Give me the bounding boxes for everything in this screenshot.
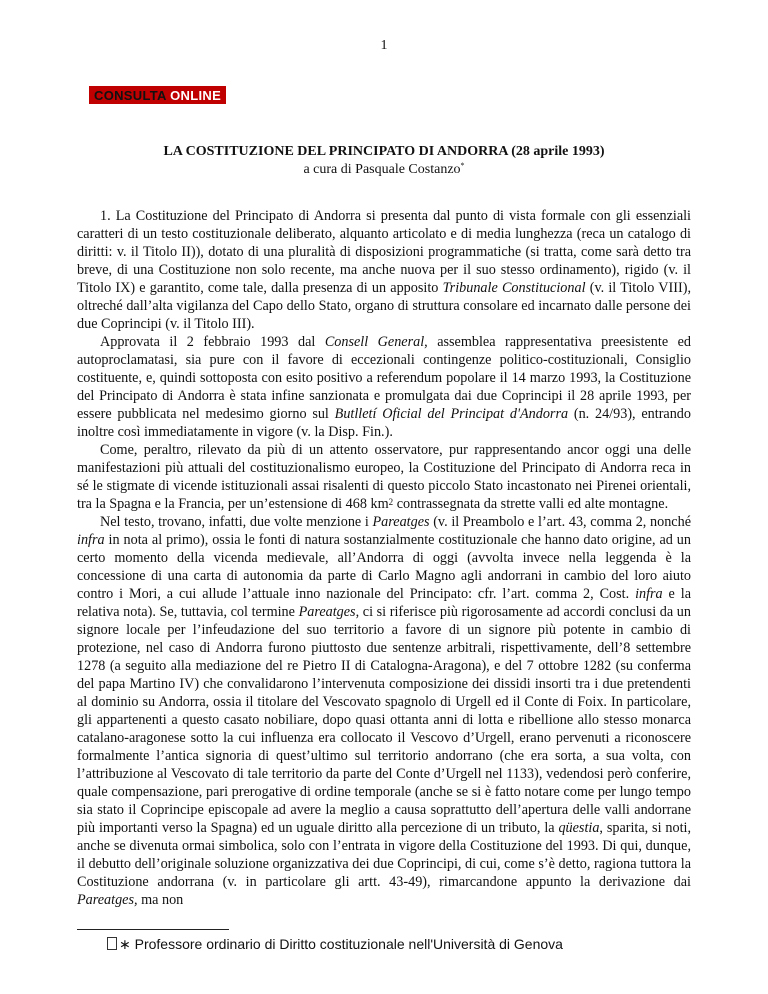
text-run: Approvata il 2 febbraio 1993 dal [100, 334, 325, 350]
italic-run: infra [77, 532, 105, 548]
italic-run: Pareatges [298, 604, 356, 620]
document-title: LA COSTITUZIONE DEL PRINCIPATO DI ANDORRA (28 aprile 1993) [163, 144, 605, 159]
author-line: a cura di Pasquale Costanzo [303, 162, 461, 177]
superscript: 2 [388, 497, 394, 507]
italic-run: qüestia [558, 820, 600, 836]
footnote-reference: * [460, 161, 465, 170]
paragraph-2 [77, 333, 691, 441]
text-run: contrassegnata da strette valli ed alte montagne. [393, 496, 669, 512]
consulta-online-logo [89, 86, 226, 104]
footnote-separator [77, 929, 229, 930]
text-run: , sparita, si noti, anche se divenuta ormai simbolica, solo con l’entrata in vigore della Costituzione del 1993. Di qui, dunque, il debutto dell’originale soluzione organizzativa dei due Coprincipi, di cui, come s’è detto, ragiona tuttora la Costituzione andorrana (v. in particolare gli artt. 43-49), rimarcandone appunto la derivazione dai [77, 820, 691, 890]
text-run: 1. La Costituzione del Principato di Andorra si presenta dal punto di vista formale con gli essenziali caratteri di un testo costituzionale deliberato, alquanto articolato e di media lunghezza (reca un catalogo di diritti: v. il Titolo II)), dotato di una pluralità di disposizioni programmatiche (si tratta, come sarà detto tra breve, di una Costituzione non solo recente, ma anche nuova per il suo stesso ordinamento), rigido (v. il Titolo IX) e garantito, come tale, dalla presenza di un apposito [77, 208, 691, 296]
text-run: (v. il Titolo VIII), oltreché dall’alta vigilanza del Capo dello Stato, organo di struttura consolare ed incarnato dalle persone dei due Coprincipi (v. il Titolo III). [77, 280, 691, 332]
logo-text-online: ONLINE [170, 88, 222, 103]
footnote [107, 936, 707, 953]
italic-run: Tribunale Constitucional [442, 280, 586, 296]
italic-run: Pareatges, [77, 892, 138, 908]
text-run: Come, peraltro, rilevato da più di un attento osservatore, pur rappresentando ancor oggi una delle manifestazioni più attuali del costituzionalismo europeo, la Costituzione del Principato di Andorra reca in sé le stigmate di vicende istituzionali assai risalenti di questo piccolo Stato incastonato nei Pirenei orientali, tra la Spagna e la Francia, per un’estensione di 468 km [77, 442, 691, 512]
italic-run: Pareatges [372, 514, 430, 530]
italic-run: Butlletí Oficial del Principat d'Andorra [334, 406, 569, 422]
body-text [77, 207, 691, 909]
text-run: Nel testo, trovano, infatti, due volte menzione i [100, 514, 373, 530]
footnote-mark: ∗ [119, 936, 131, 952]
text-run: ma non [137, 892, 184, 908]
logo-text-consulta: CONSULTA [94, 88, 167, 103]
text-run: (v. il Preambolo e l’art. 43, comma 2, nonché [429, 514, 691, 530]
document-subtitle [0, 162, 768, 178]
text-run: in nota al primo), ossia le fonti di natura sostanzialmente costituzionale che hanno dato origine, ad un certo momento della vicenda medievale, all’Andorra di oggi (avvolta invece nella leggenda è la concessione di una carta di autonomia da parte di Carlo Magno agli andorrani in cambio del loro aiuto contro i Mori, a cui allude l’attuale inno nazionale del Principato: cfr. l’art. comma 2, Cost. [77, 532, 691, 602]
footnote-text: Professore ordinario di Diritto costituzionale nell'Università di Genova [134, 936, 563, 952]
text-run: e la relativa nota). Se, tuttavia, col termine [77, 586, 691, 620]
italic-run: infra [635, 586, 663, 602]
paragraph-4 [77, 513, 691, 909]
italic-run: Consell General [324, 334, 425, 350]
text-run: , ci si riferisce più rigorosamente ad accordi conclusi da un signore locale per l’infeudazione del suo territorio a favore di un signore più potente in cambio di protezione, nel caso di Andorra furono piuttosto due sentenze arbitrali, rispettivamente, dell’8 settembre 1278 (a seguito alla mediazione del re Pietro II di Catalogna-Aragona), e del 7 ottobre 1282 (su conferma del papa Martino IV) che convalidarono l’intervenuta composizione dei dissidi insorti tra i due pretendenti al dominio su Andorra, ossia il titolare del Vescovato spagnolo di Urgell ed il Conte di Foix. In particolare, gli appartenenti a questo casato nobiliare, dopo quasi ottanta anni di lotta e ribellione allo stesso monarca catalano-aragonese sotto la cui influenza era collocato il Vescovo d’Urgell, erano pervenuti a riconoscere formalmente l’antica signoria di quest’ultimo sul territorio andorrano (che era sorta, a sua volta, con l’attribuzione al Vescovato di tale territorio da parte del Conte d’Urgell nel 1133), vedendosi però conferire, quale compensazione, pari prerogative di ordine temporale (anche se si è fatto notare come per lungo tempo sia stato il Coprincipe episcopale ad avere la meglio a causa soprattutto dell’apertura delle valli andorrane più importanti verso la Spagna) ed un uguale diritto alla percezione di un tributo, la [77, 604, 691, 836]
missing-glyph-icon [107, 937, 117, 950]
paragraph-3 [77, 441, 691, 513]
paragraph-1 [77, 207, 691, 333]
page-number: 1 [380, 38, 388, 53]
text-run: (n. 24/93), entrando inoltre così immediatamente in vigore (v. la Disp. Fin.). [77, 406, 691, 440]
text-run: , assemblea rappresentativa preesistente ed autoproclamatasi, sia pure con il favore di eccezionali contingenze politico-costituzionali, Consiglio costituente, e, quindi sottoposta con esito positivo a referendum popolare il 14 marzo 1993, la Costituzione del Principato di Andorra è stata infine sanzionata e promulgata dai due Coprincipi il 28 aprile 1993, per essere pubblicata nel medesimo giorno sul [77, 334, 691, 422]
